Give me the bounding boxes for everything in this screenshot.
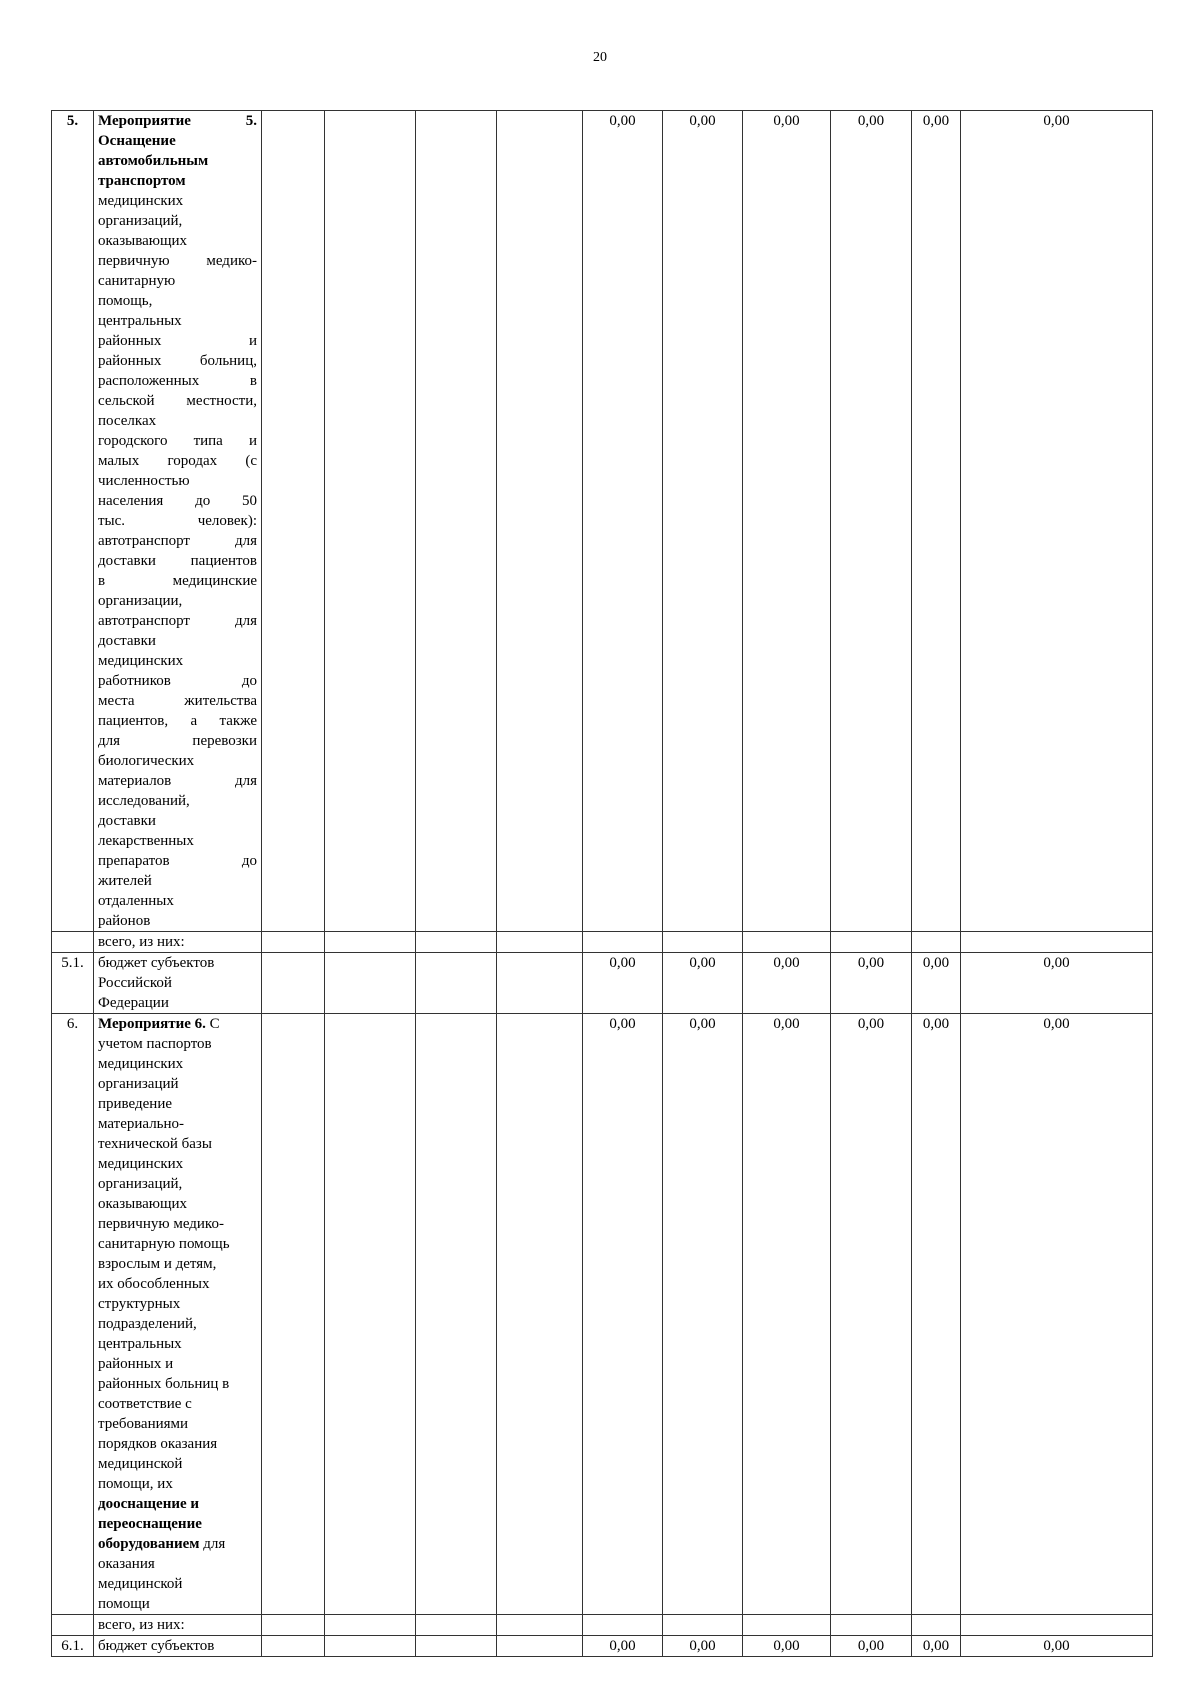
description-line (98, 151, 257, 171)
text: центральных (98, 1336, 182, 1352)
empty-cell (961, 932, 1153, 953)
row-description (94, 1636, 262, 1657)
text: материалов для (98, 773, 257, 789)
text: пациентов, а также (98, 713, 257, 729)
budget-table (51, 110, 1153, 1657)
empty-cell (663, 1615, 743, 1636)
text: санитарную помощь (98, 1236, 230, 1252)
empty-cell (497, 1615, 583, 1636)
description-line (98, 611, 257, 631)
description-line (98, 1154, 257, 1174)
description-line (98, 651, 257, 671)
text: малых городах (с (98, 453, 257, 469)
description-line (98, 191, 257, 211)
value-cell: 0,00 (961, 1014, 1153, 1615)
text: населения до 50 (98, 493, 257, 509)
description-line (98, 431, 257, 451)
description-line (98, 251, 257, 271)
text: районных больниц, (98, 353, 257, 369)
text: районов (98, 913, 151, 929)
text: медицинских (98, 653, 184, 669)
text: взрослым и детям, (98, 1256, 217, 1272)
text: помощи, их (98, 1476, 173, 1492)
empty-cell (262, 932, 325, 953)
text: исследований, (98, 793, 190, 809)
description-line (98, 671, 257, 691)
description-line (98, 231, 257, 251)
table-row-5-1 (52, 953, 1153, 1014)
text: медицинской (98, 1456, 183, 1472)
description-line (98, 1454, 257, 1474)
empty-cell (743, 932, 831, 953)
text: помощи (98, 1596, 150, 1612)
description-line (98, 531, 257, 551)
description-line (98, 1214, 257, 1234)
text: доставки (98, 633, 156, 649)
text: организаций (98, 1076, 179, 1092)
empty-cell (497, 953, 583, 1014)
empty-cell (416, 1615, 497, 1636)
description-line (98, 1174, 257, 1194)
description-line (98, 1534, 257, 1554)
empty-cell (52, 932, 94, 953)
empty-cell (583, 932, 663, 953)
table-row-5 (52, 111, 1153, 932)
description-line (98, 111, 257, 131)
description-line (98, 1474, 257, 1494)
description-line (98, 1034, 257, 1054)
description-line (98, 451, 257, 471)
description-line (98, 891, 257, 911)
value-cell: 0,00 (912, 1636, 961, 1657)
text: численностью (98, 473, 190, 489)
description-line (98, 1354, 257, 1374)
text: доставки пациентов (98, 553, 257, 569)
description-line (98, 1274, 257, 1294)
text: районных и (98, 333, 257, 349)
page-number: 20 (593, 50, 607, 65)
value-cell: 0,00 (831, 953, 912, 1014)
value-cell: 0,00 (831, 1014, 912, 1615)
description-line (98, 311, 257, 331)
bold-text: Мероприятие 6. (98, 1016, 206, 1032)
text: организаций, (98, 213, 183, 229)
description-line (98, 1574, 257, 1594)
description-line (98, 1314, 257, 1334)
value-cell: 0,00 (583, 953, 663, 1014)
description-line (98, 993, 257, 1013)
description-line (98, 1494, 257, 1514)
bold-text: автомобильным (98, 153, 209, 169)
value-cell: 0,00 (961, 111, 1153, 932)
text: порядков оказания (98, 1436, 218, 1452)
empty-cell (497, 1636, 583, 1657)
text: оказывающих (98, 1196, 188, 1212)
description-line (98, 1394, 257, 1414)
value-cell: 0,00 (663, 111, 743, 932)
value-cell: 0,00 (583, 1636, 663, 1657)
text: поселках (98, 413, 157, 429)
text: автотранспорт для (98, 533, 257, 549)
empty-cell (743, 1615, 831, 1636)
empty-cell (325, 1636, 416, 1657)
description-line (98, 471, 257, 491)
empty-cell (262, 1615, 325, 1636)
text: сельской местности, (98, 393, 257, 409)
value-cell: 0,00 (743, 953, 831, 1014)
bold-text: оборудованием (98, 1536, 200, 1552)
empty-cell (416, 1014, 497, 1615)
empty-cell (663, 932, 743, 953)
text: учетом паспортов (98, 1036, 212, 1052)
value-cell: 0,00 (831, 1636, 912, 1657)
bold-text: транспортом (98, 173, 186, 189)
description-line (98, 1554, 257, 1574)
description-line (98, 911, 257, 931)
value-cell: 0,00 (583, 1014, 663, 1615)
description-line (98, 1374, 257, 1394)
empty-cell (831, 1615, 912, 1636)
value-cell: 0,00 (912, 1014, 961, 1615)
empty-cell (262, 953, 325, 1014)
text: требованиями (98, 1416, 189, 1432)
empty-cell (961, 1615, 1153, 1636)
text: помощь, (98, 293, 153, 309)
description-line (98, 171, 257, 191)
text: городского типа и (98, 433, 257, 449)
description-line (98, 131, 257, 151)
text: районных и (98, 1356, 174, 1372)
description-line (98, 851, 257, 871)
description-line (98, 631, 257, 651)
text: работников до (98, 673, 257, 689)
text: Российской (98, 975, 172, 991)
text: тыс. человек): (98, 513, 257, 529)
table-row-5-total (52, 932, 1153, 953)
empty-cell (497, 111, 583, 932)
row-number: 6. (52, 1014, 94, 1615)
text: их обособленных (98, 1276, 210, 1292)
text: оказания (98, 1556, 155, 1572)
description-line (98, 771, 257, 791)
value-cell: 0,00 (912, 953, 961, 1014)
row-number: 5.1. (52, 953, 94, 1014)
empty-cell (325, 953, 416, 1014)
description-line (98, 271, 257, 291)
row-description (94, 111, 262, 932)
description-line (98, 1434, 257, 1454)
empty-cell (416, 111, 497, 932)
description-line (98, 1294, 257, 1314)
row-number: 6.1. (52, 1636, 94, 1657)
bold-text: дооснащение и (98, 1496, 200, 1512)
description-line (98, 1234, 257, 1254)
text: бюджет субъектов (98, 955, 215, 971)
value-cell: 0,00 (663, 1014, 743, 1615)
text: материально- (98, 1116, 185, 1132)
value-cell: 0,00 (743, 1636, 831, 1657)
empty-cell (416, 953, 497, 1014)
text: медицинской (98, 1576, 183, 1592)
empty-cell (52, 1615, 94, 1636)
value-cell: 0,00 (961, 953, 1153, 1014)
description-line (98, 1114, 257, 1134)
table-row-6-total (52, 1615, 1153, 1636)
description-line (98, 551, 257, 571)
text: структурных (98, 1296, 181, 1312)
value-cell: 0,00 (831, 111, 912, 932)
empty-cell (325, 111, 416, 932)
table-row-6-1 (52, 1636, 1153, 1657)
empty-cell (583, 1615, 663, 1636)
description-line (98, 831, 257, 851)
text: организации, (98, 593, 183, 609)
description-line (98, 371, 257, 391)
text: медицинских (98, 1056, 184, 1072)
bold-text: переоснащение (98, 1516, 202, 1532)
text: Федерации (98, 995, 169, 1011)
description-line (98, 1074, 257, 1094)
text: подразделений, (98, 1316, 197, 1332)
row-number: 5. (52, 111, 94, 932)
row-description (94, 953, 262, 1014)
description-line (98, 411, 257, 431)
text: организаций, (98, 1176, 183, 1192)
value-cell: 0,00 (961, 1636, 1153, 1657)
empty-cell (912, 932, 961, 953)
description-line (98, 1334, 257, 1354)
text: места жительства (98, 693, 257, 709)
text: в медицинские (98, 573, 257, 589)
row-description: всего, из них: (94, 932, 262, 953)
description-line (98, 491, 257, 511)
value-cell: 0,00 (583, 111, 663, 932)
text: приведение (98, 1096, 173, 1112)
text: жителей (98, 873, 152, 889)
description-line (98, 973, 257, 993)
description-line (98, 391, 257, 411)
empty-cell (262, 1636, 325, 1657)
description-line (98, 811, 257, 831)
description-line (98, 1514, 257, 1534)
empty-cell (497, 932, 583, 953)
row-description (94, 1014, 262, 1615)
empty-cell (831, 932, 912, 953)
description-line (98, 1414, 257, 1434)
empty-cell (262, 1014, 325, 1615)
description-line (98, 571, 257, 591)
description-line (98, 1014, 257, 1034)
empty-cell (325, 932, 416, 953)
description-line (98, 871, 257, 891)
description-line (98, 731, 257, 751)
empty-cell (497, 1014, 583, 1615)
empty-cell (325, 1014, 416, 1615)
description-line (98, 351, 257, 371)
bold-text: Оснащение (98, 133, 176, 149)
text: лекарственных (98, 833, 194, 849)
description-line (98, 1254, 257, 1274)
text: технической базы (98, 1136, 212, 1152)
empty-cell (262, 111, 325, 932)
description-line (98, 1094, 257, 1114)
description-line (98, 291, 257, 311)
text: санитарную (98, 273, 176, 289)
empty-cell (416, 932, 497, 953)
description-line (98, 1134, 257, 1154)
description-line (98, 1636, 257, 1656)
text: отдаленных (98, 893, 174, 909)
text: соответствие с (98, 1396, 192, 1412)
value-cell: 0,00 (912, 111, 961, 932)
description-line (98, 711, 257, 731)
row-description: всего, из них: (94, 1615, 262, 1636)
text: первичную медико- (98, 253, 257, 269)
text: биологических (98, 753, 195, 769)
value-cell: 0,00 (743, 111, 831, 932)
empty-cell (912, 1615, 961, 1636)
description-line (98, 791, 257, 811)
text: центральных (98, 313, 182, 329)
description-line (98, 511, 257, 531)
empty-cell (416, 1636, 497, 1657)
text: медицинских (98, 1156, 184, 1172)
description-line (98, 1594, 257, 1614)
text: оказывающих (98, 233, 188, 249)
description-line (98, 331, 257, 351)
text: для перевозки (98, 733, 257, 749)
text: препаратов до (98, 853, 257, 869)
text: первичную медико- (98, 1216, 224, 1232)
text: расположенных в (98, 373, 257, 389)
description-line (98, 953, 257, 973)
text: С (205, 1016, 220, 1032)
description-line (98, 1054, 257, 1074)
bold-text: Мероприятие 5. (98, 113, 257, 129)
value-cell: 0,00 (663, 953, 743, 1014)
description-line (98, 1194, 257, 1214)
text: автотранспорт для (98, 613, 257, 629)
text: для (199, 1536, 226, 1552)
text: бюджет субъектов (98, 1638, 215, 1654)
empty-cell (325, 1615, 416, 1636)
description-line (98, 211, 257, 231)
text: доставки (98, 813, 156, 829)
description-line (98, 591, 257, 611)
table-row-6 (52, 1014, 1153, 1615)
text: районных больниц в (98, 1376, 230, 1392)
text: медицинских (98, 193, 184, 209)
value-cell: 0,00 (743, 1014, 831, 1615)
value-cell: 0,00 (663, 1636, 743, 1657)
description-line (98, 691, 257, 711)
description-line (98, 751, 257, 771)
